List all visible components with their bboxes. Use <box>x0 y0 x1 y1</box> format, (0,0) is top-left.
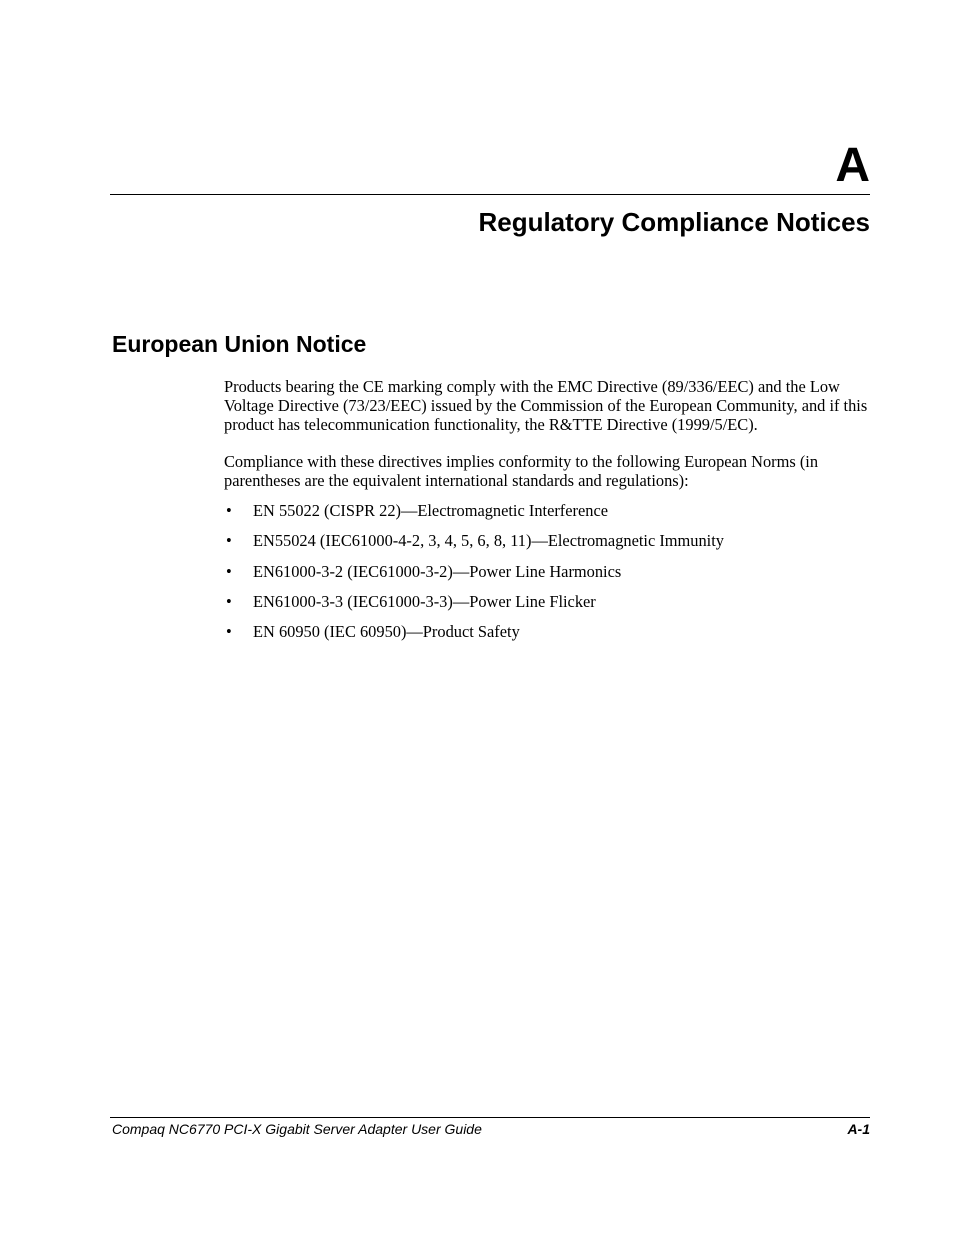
norm-text: EN 55022 (CISPR 22)—Electromagnetic Interference <box>253 501 609 520</box>
list-item <box>224 562 874 592</box>
footer-page-number: A-1 <box>847 1121 870 1137</box>
norm-text: EN55024 (IEC61000-4-2, 3, 4, 5, 6, 8, 11)—Electromagnetic Immunity <box>253 531 724 551</box>
footer-document-title: Compaq NC6770 PCI-X Gigabit Server Adapter User Guide <box>112 1121 482 1137</box>
chapter-title: Regulatory Compliance Notices <box>478 207 870 237</box>
section-heading: European Union Notice <box>112 331 367 357</box>
list-item <box>224 501 874 531</box>
list-item <box>224 531 874 561</box>
bullet-icon: • <box>226 531 232 551</box>
chapter-letter: A <box>835 139 870 192</box>
list-item <box>224 622 874 652</box>
bullet-icon: • <box>226 591 232 611</box>
chapter-divider <box>110 194 870 195</box>
bullet-icon: • <box>226 501 232 520</box>
bullet-icon: • <box>226 622 232 642</box>
norm-text: EN61000-3-2 (IEC61000-3-2)—Power Line Harmonics <box>253 561 622 581</box>
european-norms-list <box>224 501 874 652</box>
norm-text: EN 60950 (IEC 60950)—Product Safety <box>253 622 520 642</box>
compliance-paragraph: Compliance with these directives implies conformity to the following European Norms (in parentheses are the equivalent international standards and regulations): <box>224 452 819 490</box>
norm-text: EN61000-3-3 (IEC61000-3-3)—Power Line Flicker <box>253 591 596 611</box>
footer-divider <box>110 1117 870 1118</box>
bullet-icon: • <box>226 561 232 581</box>
list-item <box>224 592 874 622</box>
ce-marking-paragraph: Products bearing the CE marking comply with the EMC Directive (89/336/EEC) and the Low Voltage Directive (73/23/EEC) issued by the Commission of the European Community, and if this product has telecommunication functionality, the R&TTE Directive (1999/5/EC). <box>224 377 868 434</box>
